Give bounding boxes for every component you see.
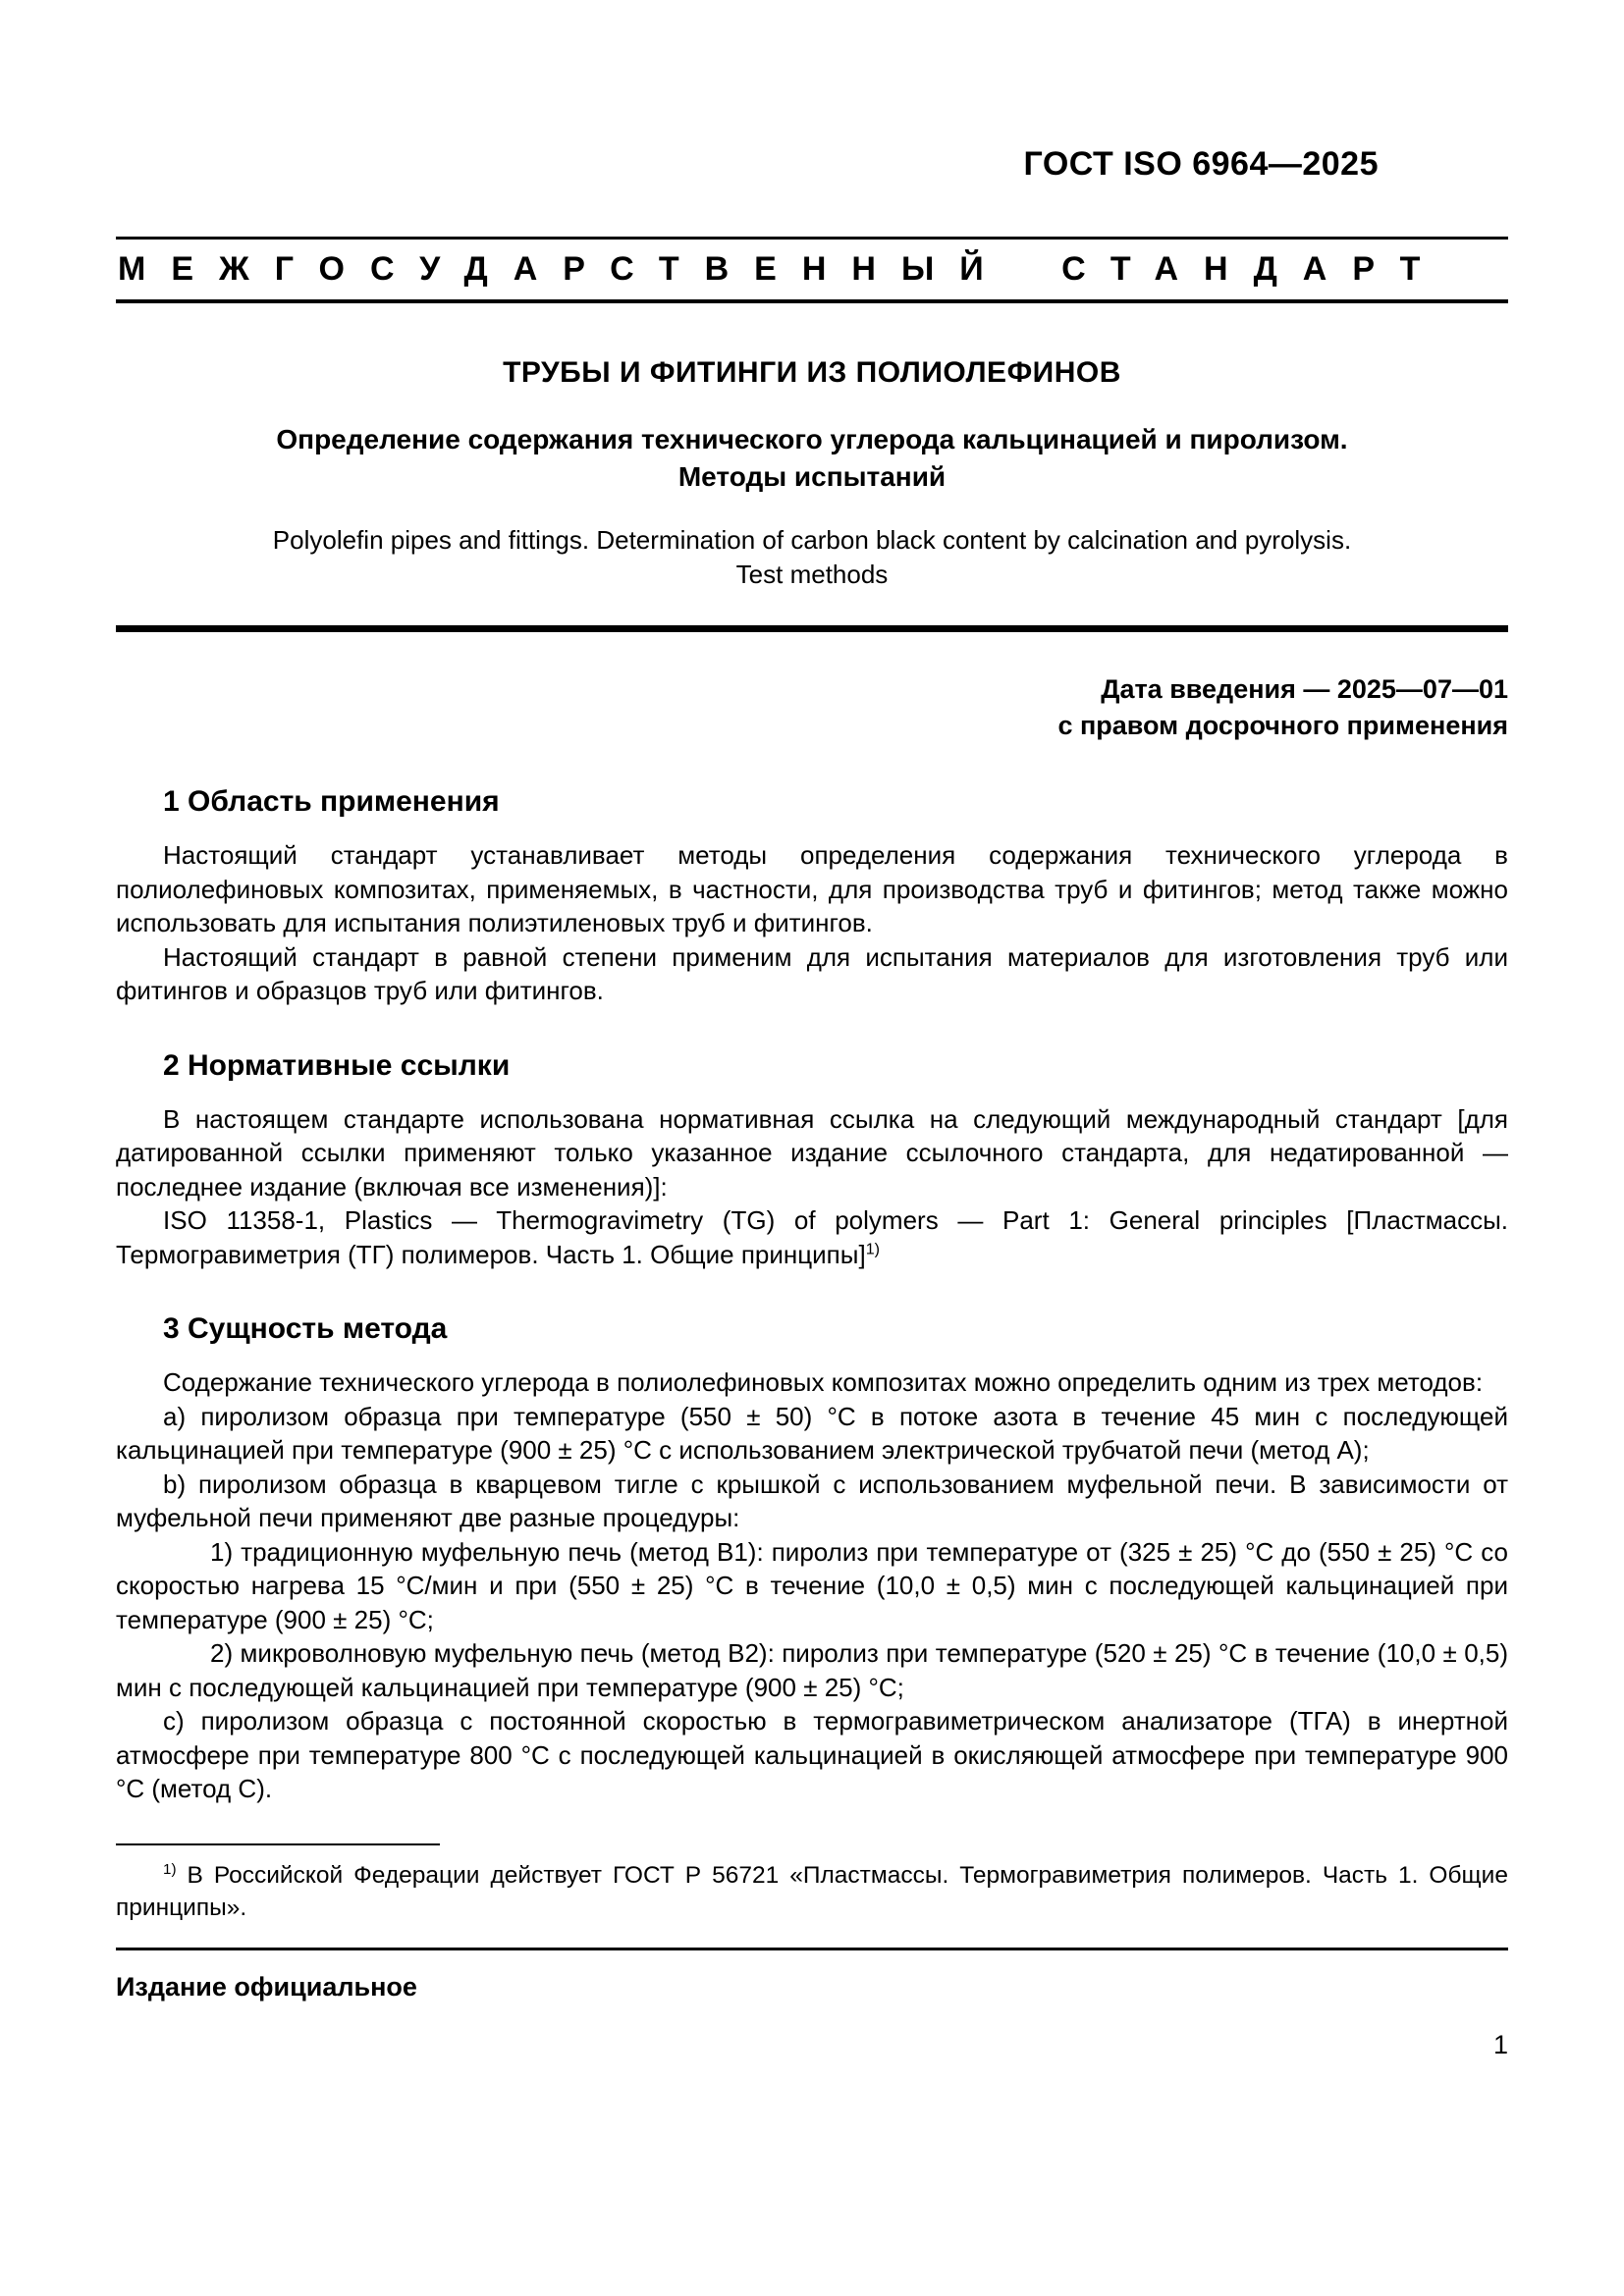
doc-code: ГОСТ ISO 6964—2025: [1023, 145, 1379, 183]
method-item-b2: 2) микроволновую муфельную печь (метод В2): пиролиз при температуре (520 ± 25) °С в течение (10,0 ± 0,5) мин с последующей кальцинацией при температуре (900 ± 25) °С;: [116, 1638, 1508, 1702]
effective-date-block: [116, 671, 1508, 744]
standard-type-banner: МЕЖГОСУДАРСТВЕННЫЙ СТАНДАРТ: [118, 250, 1446, 288]
method-item-b: b) пиролизом образца в кварцевом тигле с крышкой с использованием муфельной печи. В зависимости от муфельной печи применяют две разные процедуры:: [116, 1468, 1508, 1532]
page-number: 1: [1492, 2029, 1508, 2059]
title-en-line-2: Test methods: [735, 560, 889, 589]
document-title-en: [116, 523, 1508, 592]
section-3-heading: 3 Сущность метода: [163, 1312, 448, 1345]
footnote: [116, 1859, 1508, 1924]
reference-text: ISO 11358-1, Plastics — Thermogravimetry (TG) of polymers — Part 1: General principles [Пластмассы. Термогравиметрия (ТГ) полимеров. Часть 1. Общие принципы]: [116, 1205, 1508, 1269]
title-en-line-1: Polyolefin pipes and fittings. Determination of carbon black content by calcination and pyrolysis.: [272, 525, 1352, 555]
early-application-line: с правом досрочного применения: [1057, 711, 1508, 740]
scope-paragraph-2: Настоящий стандарт в равной степени применим для испытания материалов для изготовления труб или фитингов и образцов труб или фитингов.: [116, 941, 1508, 1005]
method-item-c: c) пиролизом образца с постоянной скоростью в термогравиметрическом анализаторе (ТГА) в инертной атмосфере при температуре 800 °С с последующей кальцинацией в окисляющей атмосфере при температуре 900 °С (метод С).: [116, 1706, 1508, 1803]
scope-paragraph-1: Настоящий стандарт устанавливает методы определения содержания технического углерода в полиолефиновых композитах, применяемых, в частности, для производства труб и фитингов; метод также можно использовать для испытания полиэтиленовых труб и фитингов.: [116, 840, 1508, 937]
normative-reference-entry: [116, 1203, 1508, 1271]
section-1-heading: 1 Область применения: [163, 785, 500, 818]
edition-note: Издание официальное: [116, 1971, 417, 2002]
banner-bottom-rule: [116, 299, 1508, 303]
footnote-marker: 1): [163, 1860, 177, 1878]
principle-intro-paragraph: Содержание технического углерода в полиолефиновых композитах можно определить одним из трех методов:: [163, 1367, 1484, 1397]
subtitle-ru-line-1: Определение содержания технического углерода кальцинацией и пиролизом.: [276, 424, 1348, 454]
document-title-ru: ТРУБЫ И ФИТИНГИ ИЗ ПОЛИОЛЕФИНОВ: [503, 356, 1121, 389]
subtitle-ru-line-2: Методы испытаний: [677, 461, 947, 492]
normative-references-paragraph: В настоящем стандарте использована нормативная ссылка на следующий международный стандарт [для датированной ссылки применяют только указанное издание ссылочного стандарта, для недатированной — последнее издание (включая все изменения)]:: [116, 1103, 1508, 1201]
document-subtitle-ru: [116, 421, 1508, 496]
section-2-heading: 2 Нормативные ссылки: [163, 1048, 511, 1082]
method-item-a: a) пиролизом образца при температуре (550 ± 50) °С в потоке азота в течение 45 мин с последующей кальцинацией при температуре (900 ± 25) °С с использованием электрической трубчатой печи (метод А);: [116, 1401, 1508, 1465]
title-separator-rule: [116, 625, 1508, 632]
method-item-b1: 1) традиционную муфельную печь (метод В1): пиролиз при температуре от (325 ± 25) °С до (550 ± 25) °С со скоростью нагрева 15 °С/мин и при (550 ± 25) °С в течение (10,0 ± 0,5) мин с последующей кальцинацией при температуре (900 ± 25) °С;: [116, 1536, 1508, 1634]
footer-rule: [116, 1948, 1508, 1950]
footnote-separator-rule: [116, 1843, 440, 1845]
footnote-marker-ref: 1): [865, 1239, 881, 1257]
effective-date-line: Дата введения — 2025—07—01: [1101, 674, 1508, 704]
footnote-text: В Российской Федерации действует ГОСТ Р 56721 «Пластмассы. Термогравиметрия полимеров. Часть 1. Общие принципы».: [116, 1861, 1508, 1921]
